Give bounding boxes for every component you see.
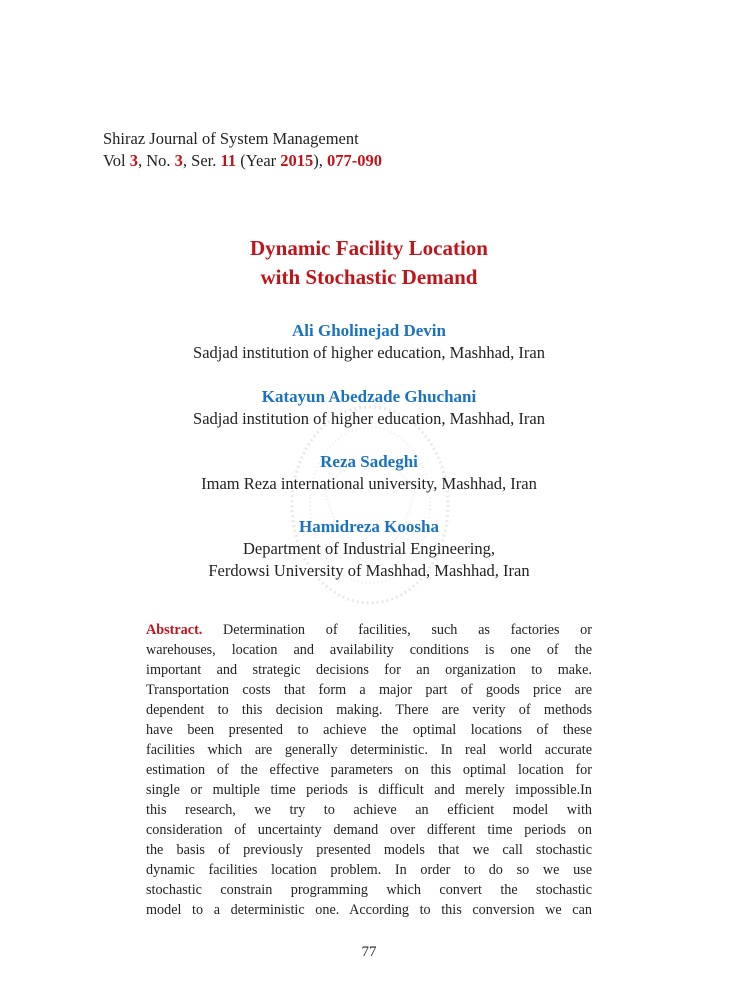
year-label: (Year bbox=[236, 151, 281, 170]
journal-name: Shiraz Journal of System Management bbox=[103, 129, 359, 148]
page-number: 77 bbox=[361, 944, 377, 960]
author-affiliation: Sadjad institution of higher education, Mashhad, Iran bbox=[193, 343, 545, 362]
no-label: , No. bbox=[138, 151, 175, 170]
year: 2015 bbox=[280, 151, 314, 170]
author-2 bbox=[0, 386, 738, 430]
author-name: Hamidreza Koosha bbox=[299, 517, 439, 536]
title-line-1: Dynamic Facility Location bbox=[250, 236, 488, 260]
year-close: ), bbox=[313, 151, 328, 170]
author-name: Katayun Abedzade Ghuchani bbox=[261, 387, 477, 406]
author-affiliation: Department of Industrial Engineering, bbox=[242, 539, 495, 558]
vol-label: Vol bbox=[103, 151, 130, 170]
volume-number: 3 bbox=[129, 151, 138, 170]
abstract-line bbox=[146, 620, 592, 640]
abstract-line: this research, we try to achieve an efficient model with bbox=[146, 802, 592, 818]
abstract-line: dependent to this decision making. There are verity of methods bbox=[146, 702, 592, 718]
abstract-label: Abstract. bbox=[146, 622, 203, 638]
author-affiliation: Sadjad institution of higher education, Mashhad, Iran bbox=[193, 409, 545, 428]
ser-label: , Ser. bbox=[182, 151, 221, 170]
journal-volume-line bbox=[103, 150, 382, 172]
abstract-line: warehouses, location and availability conditions is one of the bbox=[146, 642, 592, 658]
title-line-2: with Stochastic Demand bbox=[260, 265, 478, 289]
abstract-line: Transportation costs that form a major part of goods price are bbox=[146, 682, 592, 698]
abstract-line: dynamic facilities location problem. In order to do so we use bbox=[146, 862, 592, 878]
author-1 bbox=[0, 320, 738, 364]
paper-title bbox=[0, 234, 738, 292]
author-affiliation: Ferdowsi University of Mashhad, Mashhad, Iran bbox=[208, 561, 530, 580]
page-range: 077-090 bbox=[327, 151, 383, 170]
author-name: Ali Gholinejad Devin bbox=[292, 321, 446, 340]
author-name: Reza Sadeghi bbox=[320, 452, 418, 471]
issue-number: 3 bbox=[174, 151, 183, 170]
abstract-line-text: Determination of facilities, such as factories or bbox=[202, 622, 592, 638]
author-3 bbox=[0, 451, 738, 495]
abstract-line: single or multiple time periods is difficult and merely impossible.In bbox=[146, 782, 592, 798]
abstract-line: consideration of uncertainty demand over different time periods on bbox=[146, 822, 592, 838]
abstract-line: important and strategic decisions for an organization to make. bbox=[146, 662, 592, 678]
abstract-line: facilities which are generally deterministic. In real world accurate bbox=[146, 742, 592, 758]
abstract-line: stochastic constrain programming which convert the stochastic bbox=[146, 882, 592, 898]
author-4 bbox=[0, 516, 738, 582]
abstract bbox=[146, 620, 592, 920]
abstract-line: the basis of previously presented models that we call stochastic bbox=[146, 842, 592, 858]
abstract-line: model to a deterministic one. According to this conversion we can bbox=[146, 902, 592, 918]
journal-header bbox=[103, 128, 382, 172]
series-number: 11 bbox=[220, 151, 237, 170]
author-affiliation: Imam Reza international university, Mashhad, Iran bbox=[201, 474, 537, 493]
abstract-line: have been presented to achieve the optimal locations of these bbox=[146, 722, 592, 738]
abstract-line: estimation of the effective parameters on this optimal location for bbox=[146, 762, 592, 778]
